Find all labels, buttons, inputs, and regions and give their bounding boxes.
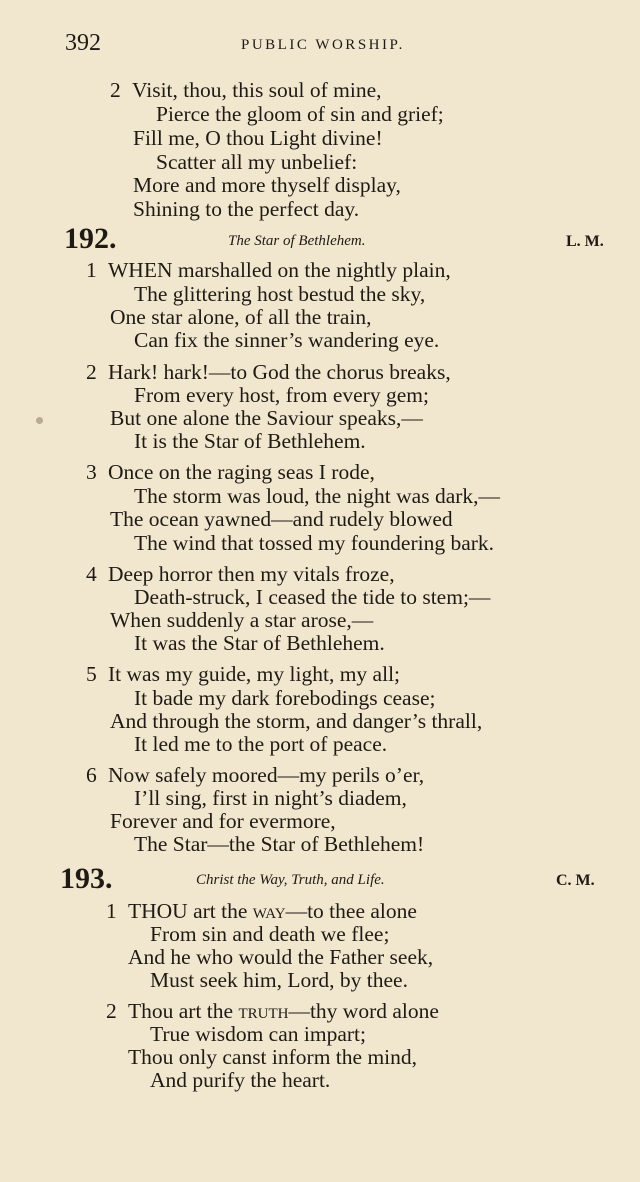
verse-line: And through the storm, and danger’s thrall,: [110, 709, 483, 733]
verse-line: It led me to the port of peace.: [134, 732, 388, 756]
verse-line: 2 Visit, thou, this soul of mine,: [110, 78, 382, 102]
verse-line: Thou only canst inform the mind,: [128, 1045, 418, 1069]
page-number: 392: [65, 30, 101, 56]
verse-line: 5 It was my guide, my light, my all;: [86, 662, 401, 686]
verse-line: It bade my dark forebodings cease;: [134, 686, 436, 710]
page-header: [65, 30, 610, 62]
verse-line: Death-struck, I ceased the tide to stem;—: [134, 585, 491, 609]
verse-line: 6 Now safely moored—my perils o’er,: [86, 763, 425, 787]
hymn-title: Christ the Way, Truth, and Life.: [196, 872, 385, 888]
verse-line: Fill me, O thou Light divine!: [133, 126, 383, 150]
verse-line: Forever and for evermore,: [110, 809, 336, 833]
verse-line: 2 Thou art the truth—thy word alone: [106, 999, 439, 1023]
verse-line: When suddenly a star arose,—: [110, 608, 374, 632]
verse-line: More and more thyself display,: [133, 173, 401, 197]
verse-line: It is the Star of Bethlehem.: [134, 429, 366, 453]
hymn-number: 192.: [64, 222, 117, 255]
verse-line: Scatter all my unbelief:: [156, 150, 358, 174]
verse-line: 2 Hark! hark!—to God the chorus breaks,: [86, 360, 451, 384]
hymn-title: The Star of Bethlehem.: [228, 233, 366, 249]
verse-line: 3 Once on the raging seas I rode,: [86, 460, 375, 484]
verse-line: But one alone the Saviour speaks,—: [110, 406, 423, 430]
hymn-number: 193.: [60, 862, 113, 895]
paper-blemish: [36, 417, 43, 424]
verse-line: From every host, from every gem;: [134, 383, 429, 407]
verse-line: Can fix the sinner’s wandering eye.: [134, 328, 440, 352]
verse-line: 1 THOU art the way—to thee alone: [106, 899, 417, 923]
verse-line: The ocean yawned—and rudely blowed: [110, 507, 453, 531]
verse-line: The storm was loud, the night was dark,—: [134, 484, 501, 508]
verse-line: The Star—the Star of Bethlehem!: [134, 832, 425, 856]
running-title: PUBLIC WORSHIP.: [241, 37, 405, 53]
verse-line: And he who would the Father seek,: [128, 945, 434, 969]
verse-line: From sin and death we flee;: [150, 922, 390, 946]
hymn-meter: C. M.: [556, 872, 595, 889]
verse-line: Shining to the perfect day.: [133, 197, 360, 221]
verse-line: One star alone, of all the train,: [110, 305, 372, 329]
verse-line: 4 Deep horror then my vitals froze,: [86, 562, 395, 586]
verse-line: 1 WHEN marshalled on the nightly plain,: [86, 258, 451, 282]
hymn-meter: L. M.: [566, 233, 604, 250]
verse-line: Must seek him, Lord, by thee.: [150, 968, 408, 992]
verse-line: It was the Star of Bethlehem.: [134, 631, 385, 655]
verse-line: The glittering host bestud the sky,: [134, 282, 426, 306]
verse-line: And purify the heart.: [150, 1068, 331, 1092]
verse-line: The wind that tossed my foundering bark.: [134, 531, 495, 555]
verse-line: True wisdom can impart;: [150, 1022, 366, 1046]
verse-line: I’ll sing, first in night’s diadem,: [134, 786, 407, 810]
verse-line: Pierce the gloom of sin and grief;: [156, 102, 444, 126]
